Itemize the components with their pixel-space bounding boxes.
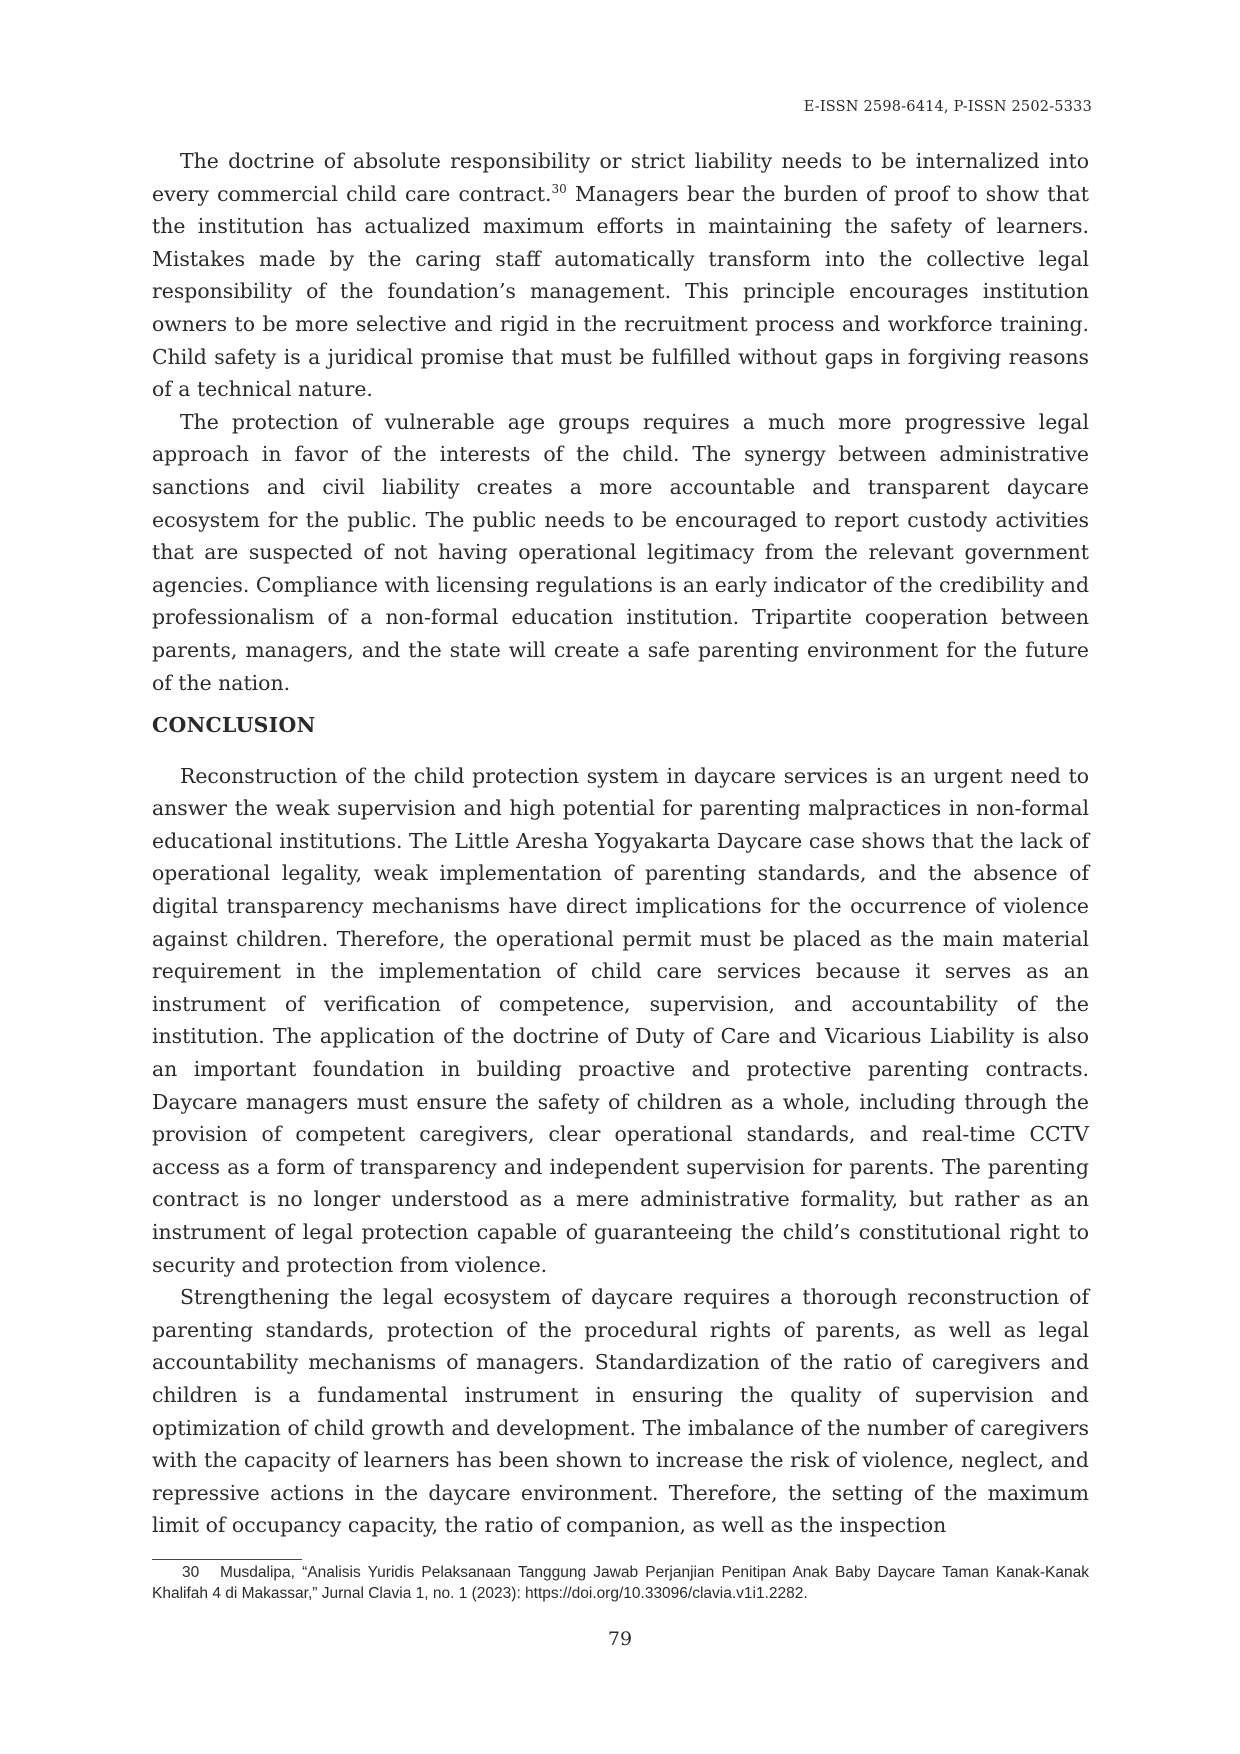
paragraph-vulnerable-groups: The protection of vulnerable age groups requires a much more progressive legal approach in favor of the interests of the child. The synergy between administrative sanctions and civil liability creates a more accountable and transparent daycare ecosystem for the public. The public needs to be encouraged to report custody activities that are suspected of not having operational legitimacy from the relevant government agencies. Compliance with licensing regulations is an early indicator of the credibility and professionalism of a non-formal education institution. Tripartite cooperation between parents, managers, and the state will create a safe parenting environment for the future of the nation.: [152, 409, 1089, 695]
page-number: 79: [607, 1628, 633, 1650]
footnote-text: Musdalipa, “Analisis Yuridis Pelaksanaan Tanggung Jawab Perjanjian Penitipan Anak Baby Daycare Taman Kanak-Kanak Khalifah 4 di Makassar,” Jurnal Clavia 1, no. 1 (2023): https://doi.org/10.33096/clavia.v1i1.2282.: [152, 1564, 1089, 1602]
issn-header: E-ISSN 2598-6414, P-ISSN 2502-5333: [803, 99, 1092, 115]
footnote-divider: [152, 1559, 302, 1560]
paragraph-text: Managers bear the burden of proof to show that the institution has actualized maximum efforts in maintaining the safety of learners. Mistakes made by the caring staff automatically transform into the collective legal responsibility of the foundation’s management. This principle encourages institution owners to be more selective and rigid in the recruitment process and workforce training. Child safety is a juridical promise that must be fulfilled without gaps in forgiving reasons of a technical nature.: [152, 181, 1089, 402]
footnote-number: 30: [182, 1564, 200, 1581]
footnote: [152, 1562, 1089, 1604]
paragraph-reconstruction: Reconstruction of the child protection system in daycare services is an urgent need to answer the weak supervision and high potential for parenting malpractices in non-formal educational institutions. The Little Aresha Yogyakarta Daycare case shows that the lack of operational legality, weak implementation of parenting standards, and the absence of digital transparency mechanisms have direct implications for the occurrence of violence against children. Therefore, the operational permit must be placed as the main material requirement in the implementation of child care services because it serves as an instrument of verification of competence, supervision, and accountability of the institution. The application of the doctrine of Duty of Care and Vicarious Liability is also an important foundation in building proactive and protective parenting contracts. Daycare managers must ensure the safety of children as a whole, including through the provision of competent caregivers, clear operational standards, and real-time CCTV access as a form of transparency and independent supervision for parents. The parenting contract is no longer understood as a mere administrative formality, but rather as an instrument of legal protection capable of guaranteeing the child’s constitutional right to security and protection from violence.: [152, 763, 1089, 1277]
paragraph-text: The doctrine of absolute responsibility or strict liability needs to be internalized into every commercial child care contract.: [152, 149, 1089, 206]
body-text: [152, 145, 1089, 1542]
footnote-reference[interactable]: 30: [551, 181, 567, 196]
paragraph-strict-liability: [152, 145, 1089, 406]
section-heading-conclusion: CONCLUSION: [152, 713, 316, 738]
paragraph-strengthening: Strengthening the legal ecosystem of daycare requires a thorough reconstruction of parenting standards, protection of the procedural rights of parents, as well as legal accountability mechanisms of managers. Standardization of the ratio of caregivers and children is a fundamental instrument in ensuring the quality of supervision and optimization of child growth and development. The imbalance of the number of caregivers with the capacity of learners has been shown to increase the risk of violence, neglect, and repressive actions in the daycare environment. Therefore, the setting of the maximum limit of occupancy capacity, the ratio of companion, as well as the inspection: [152, 1285, 1089, 1538]
